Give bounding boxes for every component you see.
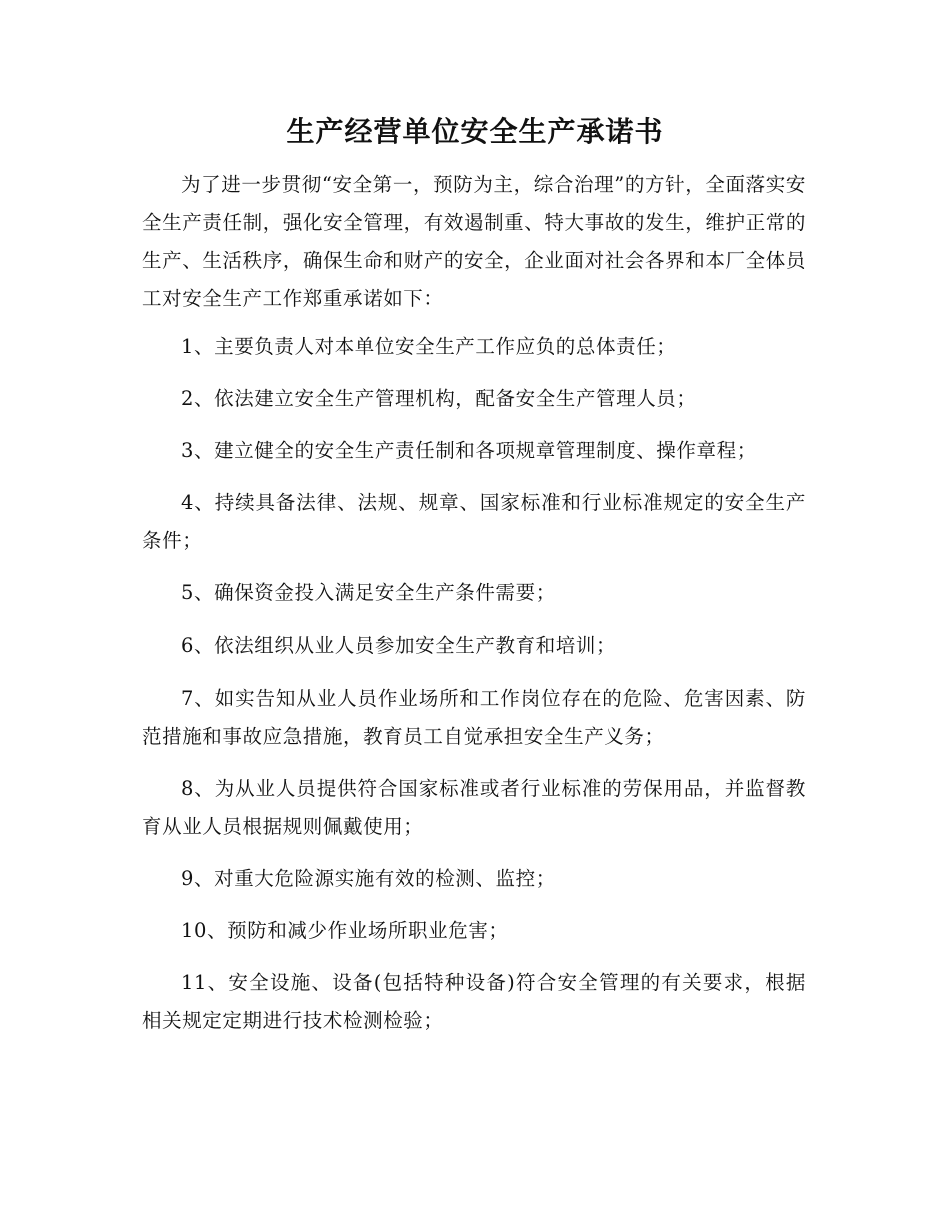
commitment-item-3: 3、建立健全的安全生产责任制和各项规章管理制度、操作章程；	[181, 439, 757, 462]
document-title: 生产经营单位安全生产承诺书	[286, 115, 664, 148]
intro-paragraph: 为了进一步贯彻“安全第一，预防为主，综合治理”的方针，全面落实安全生产责任制，强化安全管理，有效遏制重、特大事故的发生，维护正常的生产、生活秩序，确保生命和财产的安全，企业面对社会各界和本厂全体员工对安全生产工作郑重承诺如下：	[142, 173, 806, 310]
commitment-item-1: 1、主要负责人对本单位安全生产工作应负的总体责任；	[181, 335, 677, 358]
commitment-item-7: 7、如实告知从业人员作业场所和工作岗位存在的危险、危害因素、防范措施和事故应急措施，教育员工自觉承担安全生产义务；	[142, 687, 806, 748]
commitment-item-8: 8、为从业人员提供符合国家标准或者行业标准的劳保用品，并监督教育从业人员根据规则佩戴使用；	[142, 777, 806, 838]
commitment-item-11: 11、安全设施、设备(包括特种设备)符合安全管理的有关要求，根据相关规定定期进行技术检测检验；	[142, 971, 806, 1032]
commitment-item-6: 6、依法组织从业人员参加安全生产教育和培训；	[181, 634, 617, 657]
commitment-item-2: 2、依法建立安全生产管理机构，配备安全生产管理人员；	[181, 387, 697, 410]
commitment-item-9: 9、对重大危险源实施有效的检测、监控；	[181, 867, 556, 890]
commitment-item-4: 4、持续具备法律、法规、规章、国家标准和行业标准规定的安全生产条件；	[142, 491, 806, 552]
commitment-item-5: 5、确保资金投入满足安全生产条件需要；	[181, 581, 556, 604]
commitment-item-10: 10、预防和减少作业场所职业危害；	[181, 919, 509, 942]
